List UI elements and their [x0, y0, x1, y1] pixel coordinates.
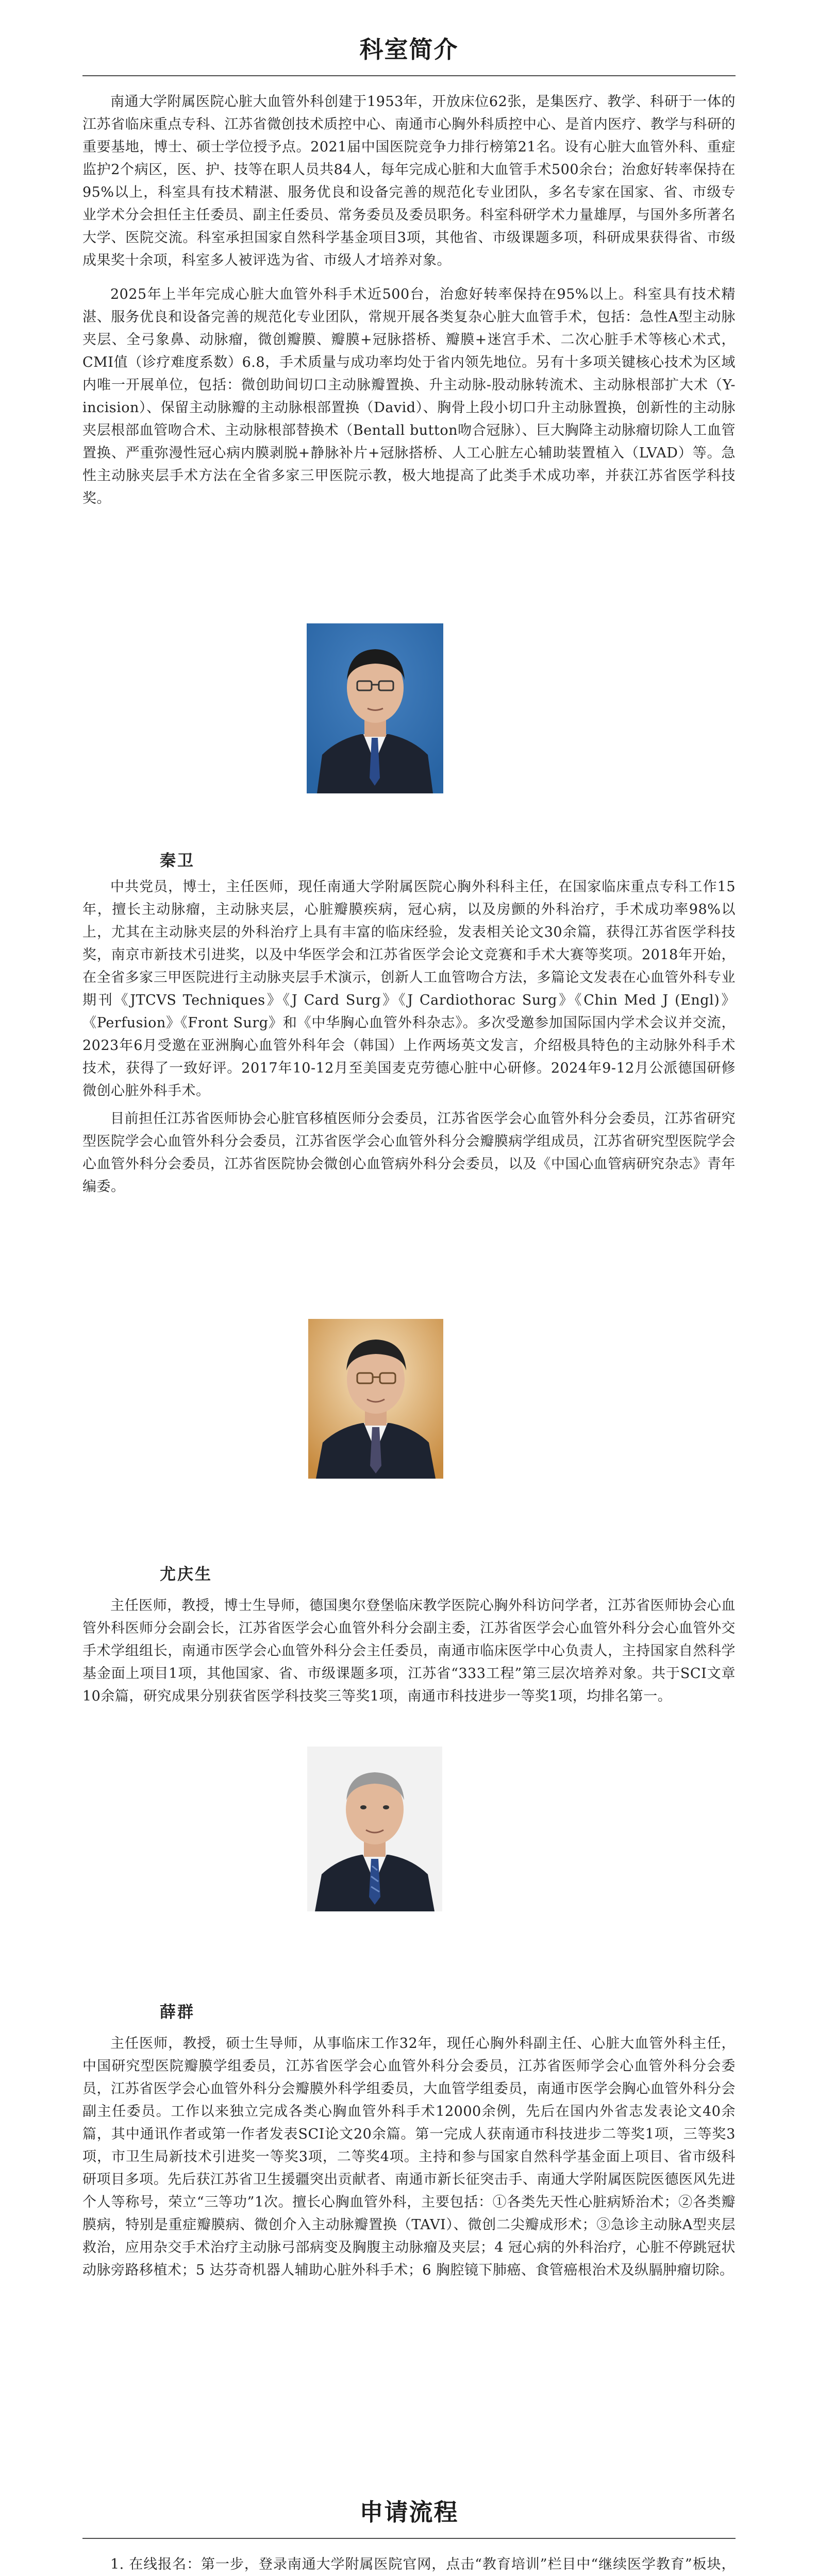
- apply-section: [82, 2494, 736, 2576]
- doctor-name-youqingsheng: 尤庆生: [160, 1565, 212, 1584]
- doctor-photo-xuequn: [307, 1747, 442, 1911]
- doctor-qinwei-paragraph-2: 目前担任江苏省医师协会心脏官移植医师分会委员，江苏省医学会心血管外科分会委员，江苏省研究型医院学会心血管外科分会委员，江苏省医学会心血管外科分会瓣膜病学组成员，江苏省研究型医院学会心血管外科分会委员，江苏省医院协会微创心血管病外科分会委员，以及《中国心血管病研究杂志》青年编委。: [82, 1111, 736, 1195]
- doctor-youqingsheng-paragraph-1: 主任医师，教授，博士生导师，德国奥尔登堡临床教学医院心胸外科访问学者，江苏省医师协会心血管外科医师分会副会长，江苏省医学会心血管外科分会副主委，江苏省医学会心血管外科分会心血管外交手术学组组长，南通市医学会心血管外科分会主任委员，南通市临床医学中心负责人，主持国家自然科学基金面上项目1项，其他国家、省、市级课题多项，江苏省“333工程”第三层次培养对象。共于SCI文章10余篇，研究成果分别获省医学科技奖三等奖1项，南通市科技进步一等奖1项，均排名第一。: [82, 1598, 736, 1704]
- doctor-name-qinwei: 秦卫: [160, 852, 195, 870]
- doctor-bio-xuequn: [82, 2032, 736, 2285]
- portrait-youqingsheng-icon: [308, 1319, 443, 1479]
- intro-paragraph-1: 南通大学附属医院心脏大血管外科创建于1953年，开放床位62张，是集医疗、教学、科研于一体的江苏省临床重点专科、江苏省微创技术质控中心、南通市心胸外科质控中心、是首内医疗、教学与科研的重要基地，博士、硕士学位授予点。2021届中国医院竞争力排行榜第21名。设有心脏大血管外科、重症监护2个病区，医、护、技等在职人员共84人，每年完成心脏和大血管手术500余台；治愈好转率保持在95%以上，科室具有技术精湛、服务优良和设备完善的规范化专业团队，多名专家在国家、省、市级专业学术分会担任主任委员、副主任委员、常务委员及委员职务。科室科研学术力量雄厚，与国外多所著名大学、医院交流。科室承担国家自然科学基金项目3项，其他省、市级课题多项，科研成果获得省、市级成果奖十余项，科室多人被评选为省、市级人才培养对象。: [82, 94, 736, 268]
- doctor-qinwei-paragraph-1: 中共党员，博士，主任医师，现任南通大学附属医院心胸外科科主任，在国家临床重点专科工作15年，擅长主动脉瘤，主动脉夹层，心脏瓣膜疾病，冠心病，以及房颤的外科治疗，手术成功率98%以上，尤其在主动脉夹层的外科治疗上具有丰富的临床经验，发表相关论文30余篇，获得江苏省医学科技奖，南京市新技术引进奖，以及中华医学会和江苏省医学会论文竞赛和手术大赛等奖项。2018年开始，在全省多家三甲医院进行主动脉夹层手术演示，创新人工血管吻合方法，多篇论文发表在心血管外科专业期刊《JTCVS Techniques》《J Card Surg》《J Cardiothorac Surg》《Chin Med J (Engl)》《Perfusion》《Front Surg》和《中华胸心血管外科杂志》。多次受邀参加国际国内学术会议并交流，2023年6月受邀在亚洲胸心血管外科年会（韩国）上作两场英文发言，介绍极具特色的主动脉外科手术技术，获得了一致好评。2017年10-12月至美国麦克劳德心脏中心研修。2024年9-12月公派德国研修微创心脏外科手术。: [82, 879, 736, 1099]
- doctor-photo-youqingsheng: [308, 1319, 443, 1479]
- apply-title: 申请流程: [359, 2498, 459, 2526]
- intro-divider: [82, 75, 736, 76]
- portrait-xuequn-icon: [307, 1747, 442, 1911]
- apply-step-1: 1. 在线报名：第一步，登录南通大学附属医院官网，点击“教育培训”栏目中“继续医学教育”板块，: [110, 2556, 736, 2572]
- intro-title: 科室简介: [359, 36, 459, 63]
- doctor-xuequn-paragraph-1: 主任医师，教授，硕士生导师，从事临床工作32年，现任心胸外科副主任、心脏大血管外科主任，中国研究型医院瓣膜学组委员，江苏省医学会心血管外科分会委员，江苏省医师学会心血管外科分会委员，江苏省医学会心血管外科分会瓣膜外科学组委员，大血管学组委员，南通市医学会胸心血管外科分会副主任委员。工作以来独立完成各类心胸血管外科手术12000余例，先后在国内外省志发表论文40余篇，其中通讯作者或第一作者发表SCI论文20余篇。第一完成人获南通市科技进步二等奖1项，三等奖3项，市卫生局新技术引进奖一等奖3项，二等奖4项。主持和参与国家自然科学基金面上项目、省市级科研项目多项。先后获江苏省卫生援疆突出贡献者、南通市新长征突击手、南通大学附属医院医德医风先进个人等称号，荣立“三等功”1次。擅长心胸血管外科，主要包括：①各类先天性心脏病矫治术；②各类瓣膜病，特别是重症瓣膜病、微创介入主动脉瓣置换（TAVI）、微创二尖瓣成形术；③急诊主动脉A型夹层救治，应用杂交手术治疗主动脉弓部病变及胸腹主动脉瘤及夹层；4 冠心病的外科治疗，心脏不停跳冠状动脉旁路移植术；5 达芬奇机器人辅助心脏外科手术；6 胸腔镜下肺癌、食管癌根治术及纵膈肿瘤切除。: [82, 2036, 736, 2278]
- doctor-name-xuequn: 薛群: [160, 2003, 195, 2022]
- intro-section: [82, 31, 736, 513]
- doctor-bio-qinwei: [82, 876, 736, 1201]
- portrait-qinwei-icon: [307, 623, 443, 793]
- doctor-photo-qinwei: [307, 623, 443, 793]
- doctor-bio-youqingsheng: [82, 1595, 736, 1711]
- apply-divider: [82, 2538, 736, 2539]
- intro-paragraph-2: 2025年上半年完成心脏大血管外科手术近500台，治愈好转率保持在95%以上。科室具有技术精湛、服务优良和设备完善的规范化专业团队，常规开展各类复杂心脏大血管手术，包括：急性A型主动脉夹层、全弓象鼻、动脉瘤，微创瓣膜、瓣膜+冠脉搭桥、瓣膜+迷宫手术、二次心脏手术等核心术式，CMI值（诊疗难度系数）6.8，手术质量与成功率均处于省内领先地位。另有十多项关键核心技术为区域内唯一开展单位，包括：微创助间切口主动脉瓣置换、升主动脉-股动脉转流术、主动脉根部扩大术（Y-incision）、保留主动脉瓣的主动脉根部置换（David）、胸骨上段小切口升主动脉置换，创新性的主动脉夹层根部血管吻合术、主动脉根部替换术（Bentall button吻合冠脉）、巨大胸降主动脉瘤切除人工血管置换、严重弥漫性冠心病内膜剥脱+静脉补片+冠脉搭桥、人工心脏左心辅助装置植入（LVAD）等。急性主动脉夹层手术方法在全省多家三甲医院示教，极大地提高了此类手术成功率，并获江苏省医学科技奖。: [82, 286, 736, 506]
